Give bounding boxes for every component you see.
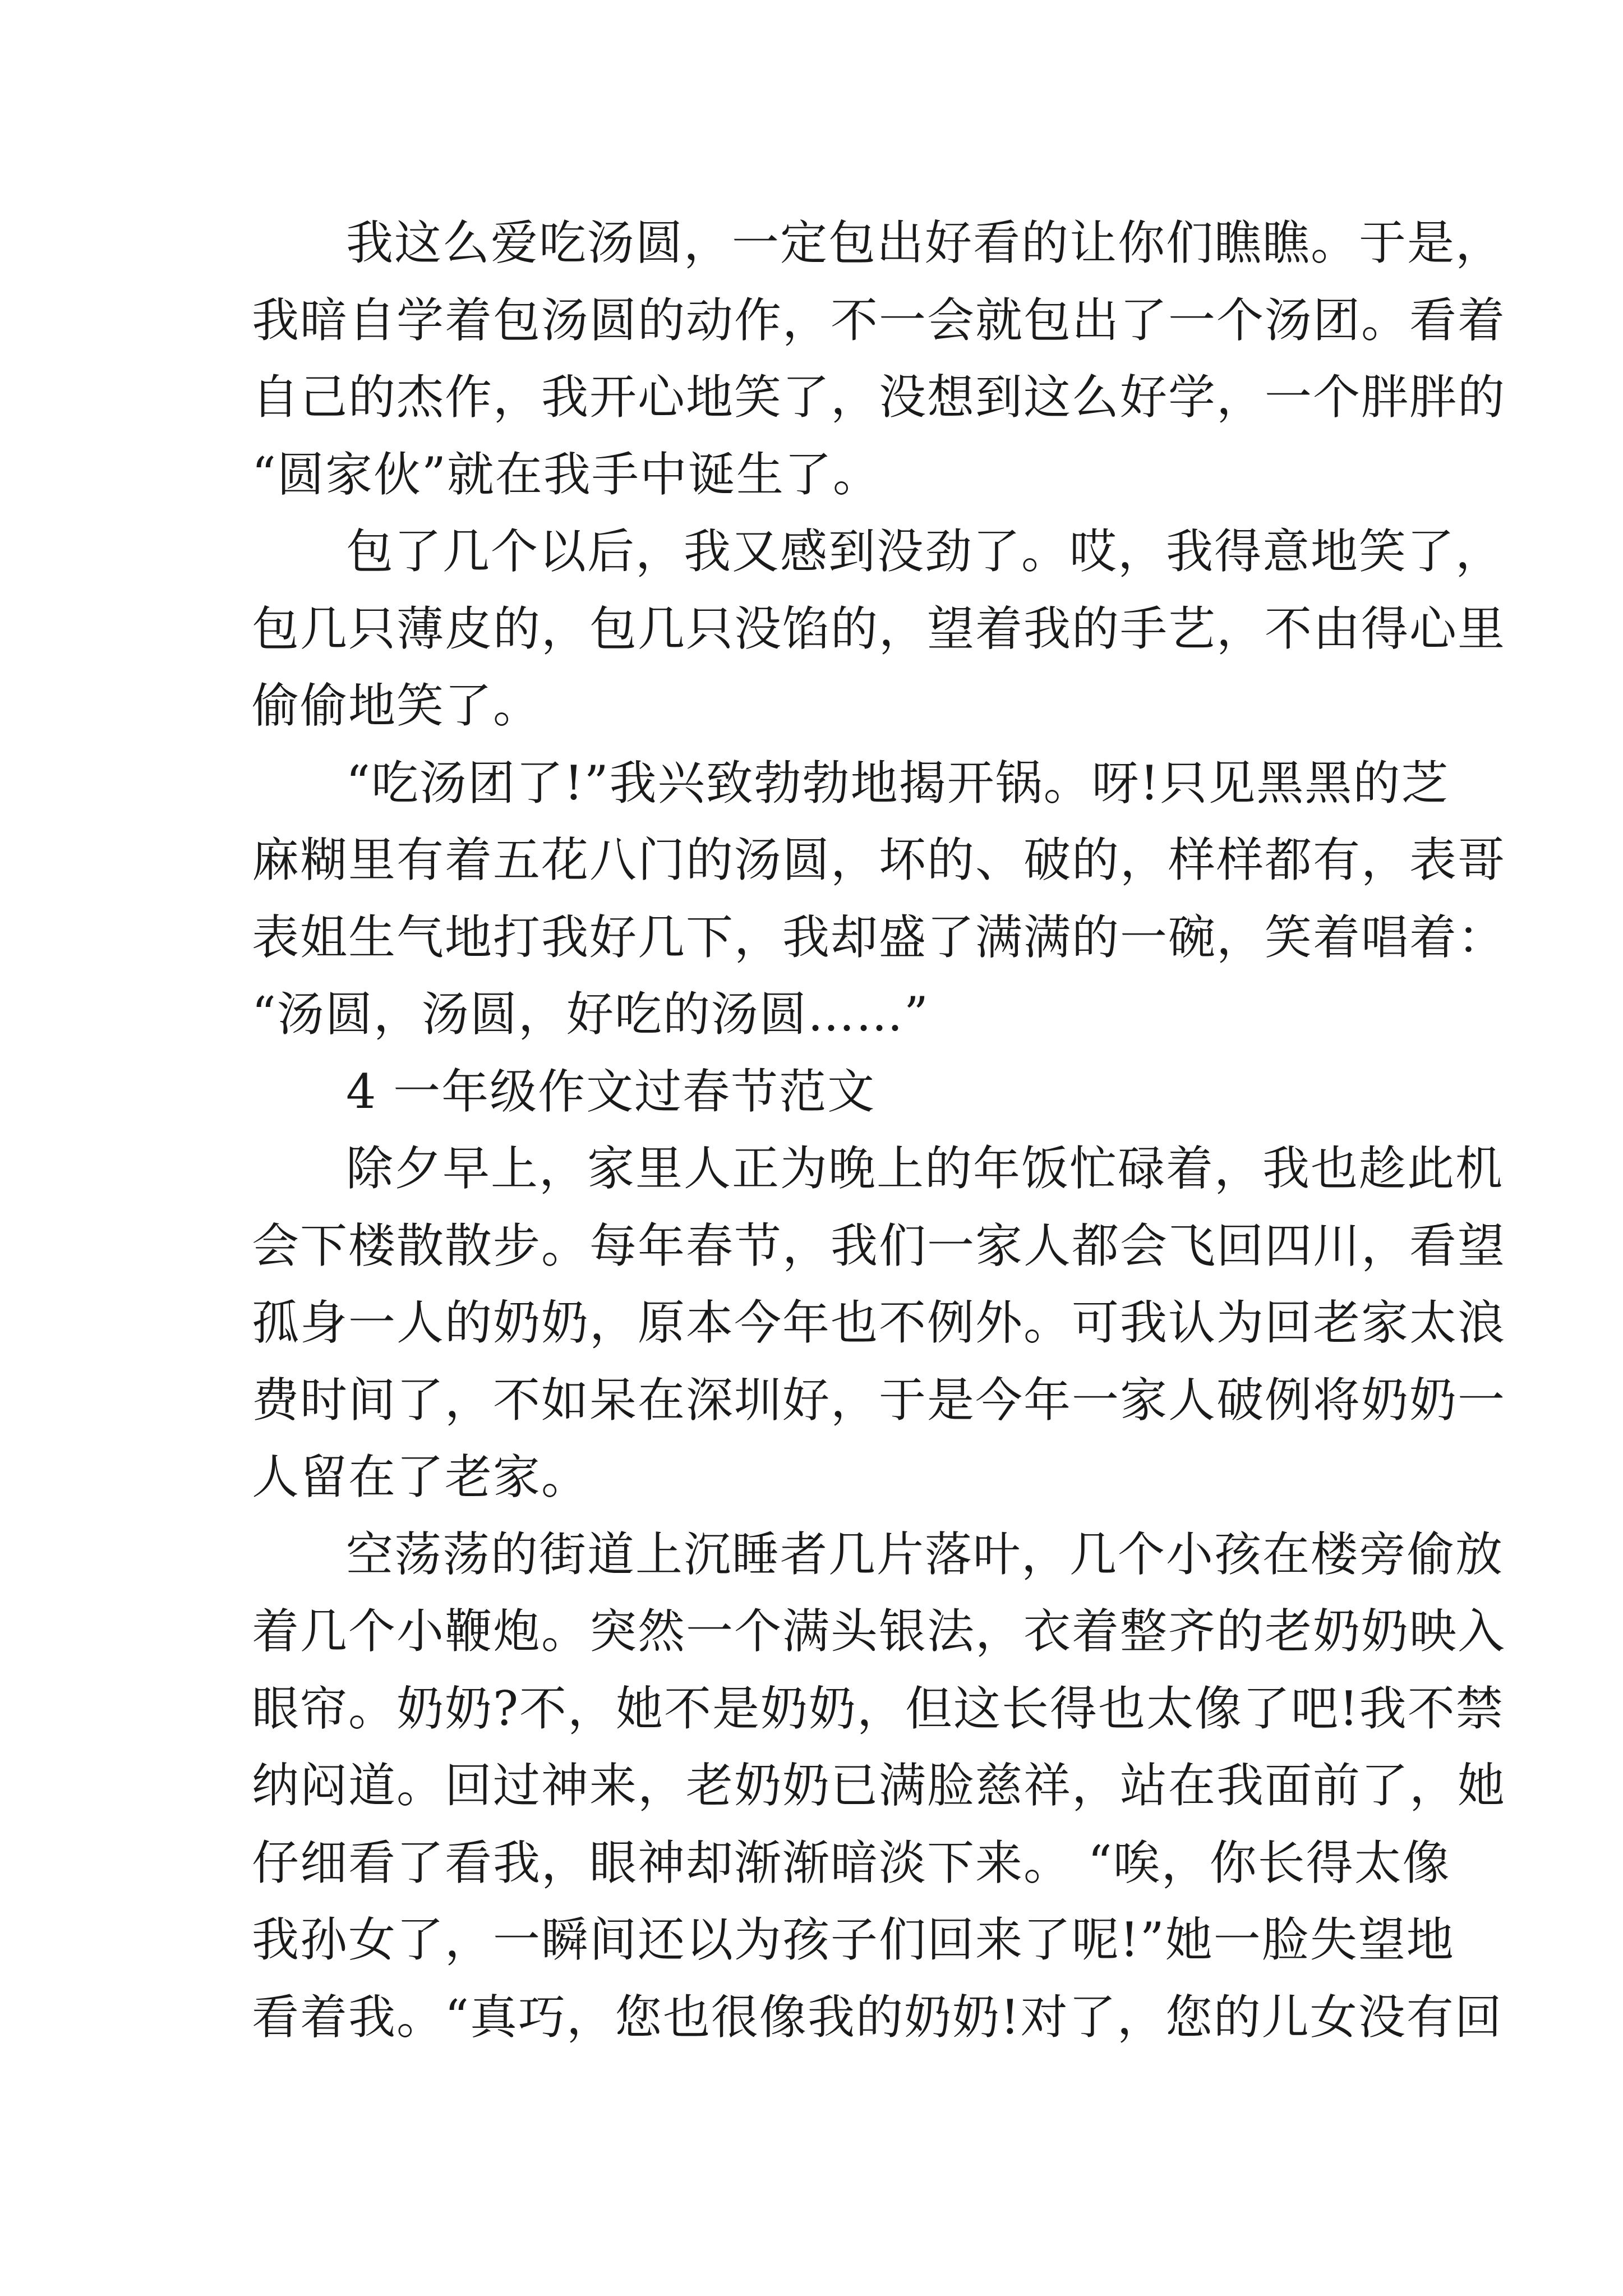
- paragraph-line: 自己的杰作，我开心地笑了，没想到这么好学，一个胖胖的: [252, 370, 1506, 425]
- paragraph-line: 会下楼散散步。每年春节，我们一家人都会飞回四川，看望: [252, 1218, 1506, 1273]
- paragraph-line: 费时间了，不如呆在深圳好，于是今年一家人破例将奶奶一: [252, 1372, 1506, 1428]
- paragraph-line: 除夕早上，家里人正为晚上的年饭忙碌着，我也趁此机: [346, 1141, 1504, 1196]
- paragraph-line: 着几个小鞭炮。突然一个满头银法，衣着整齐的老奶奶映入: [252, 1604, 1506, 1659]
- paragraph-line: 包几只薄皮的，包几只没馅的，望着我的手艺，不由得心里: [252, 601, 1506, 656]
- paragraph-line: 麻糊里有着五花八门的汤圆，坏的、破的，样样都有，表哥: [252, 832, 1506, 887]
- paragraph-line: 看着我。“真巧，您也很像我的奶奶!对了，您的儿女没有回: [252, 1989, 1503, 2045]
- paragraph-line: 仔细看了看我，眼神却渐渐暗淡下来。 “唉，你长得太像: [252, 1835, 1451, 1890]
- paragraph-line: “吃汤团了!”我兴致勃勃地揭开锅。呀!只见黑黑的芝: [346, 755, 1450, 811]
- paragraph-line: 我孙女了，一瞬间还以为孩子们回来了呢!”她一脸失望地: [252, 1912, 1455, 1967]
- paragraph-line: 人留在了老家。: [252, 1450, 590, 1504]
- essay-text: [252, 205, 1506, 2056]
- paragraph-line: 眼帘。奶奶?不，她不是奶奶，但这长得也太像了吧!我不禁: [252, 1681, 1504, 1736]
- paragraph-line: 偷偷地笑了。: [252, 678, 542, 733]
- section-heading: 4 一年级作文过春节范文: [346, 1064, 876, 1119]
- paragraph-line: 纳闷道。回过神来，老奶奶已满脸慈祥，站在我面前了，她: [252, 1758, 1506, 1813]
- paragraph-line: 空荡荡的街道上沉睡者几片落叶，几个小孩在楼旁偷放: [346, 1526, 1504, 1582]
- paragraph-line: 孤身一人的奶奶，原本今年也不例外。可我认为回老家太浪: [252, 1295, 1506, 1350]
- paragraph-line: “汤圆，汤圆，好吃的汤圆……”: [252, 987, 929, 1042]
- paragraph-line: “圆家伙”就在我手中诞生了。: [252, 447, 881, 502]
- paragraph-line: 包了几个以后，我又感到没劲了。哎，我得意地笑了，: [346, 524, 1504, 579]
- paragraph-line: 我暗自学着包汤圆的动作，不一会就包出了一个汤团。看着: [252, 292, 1506, 348]
- paragraph-line: 我这么爱吃汤圆，一定包出好看的让你们瞧瞧。于是，: [346, 215, 1504, 270]
- paragraph-line: 表姐生气地打我好几下，我却盛了满满的一碗，笑着唱着：: [252, 909, 1506, 965]
